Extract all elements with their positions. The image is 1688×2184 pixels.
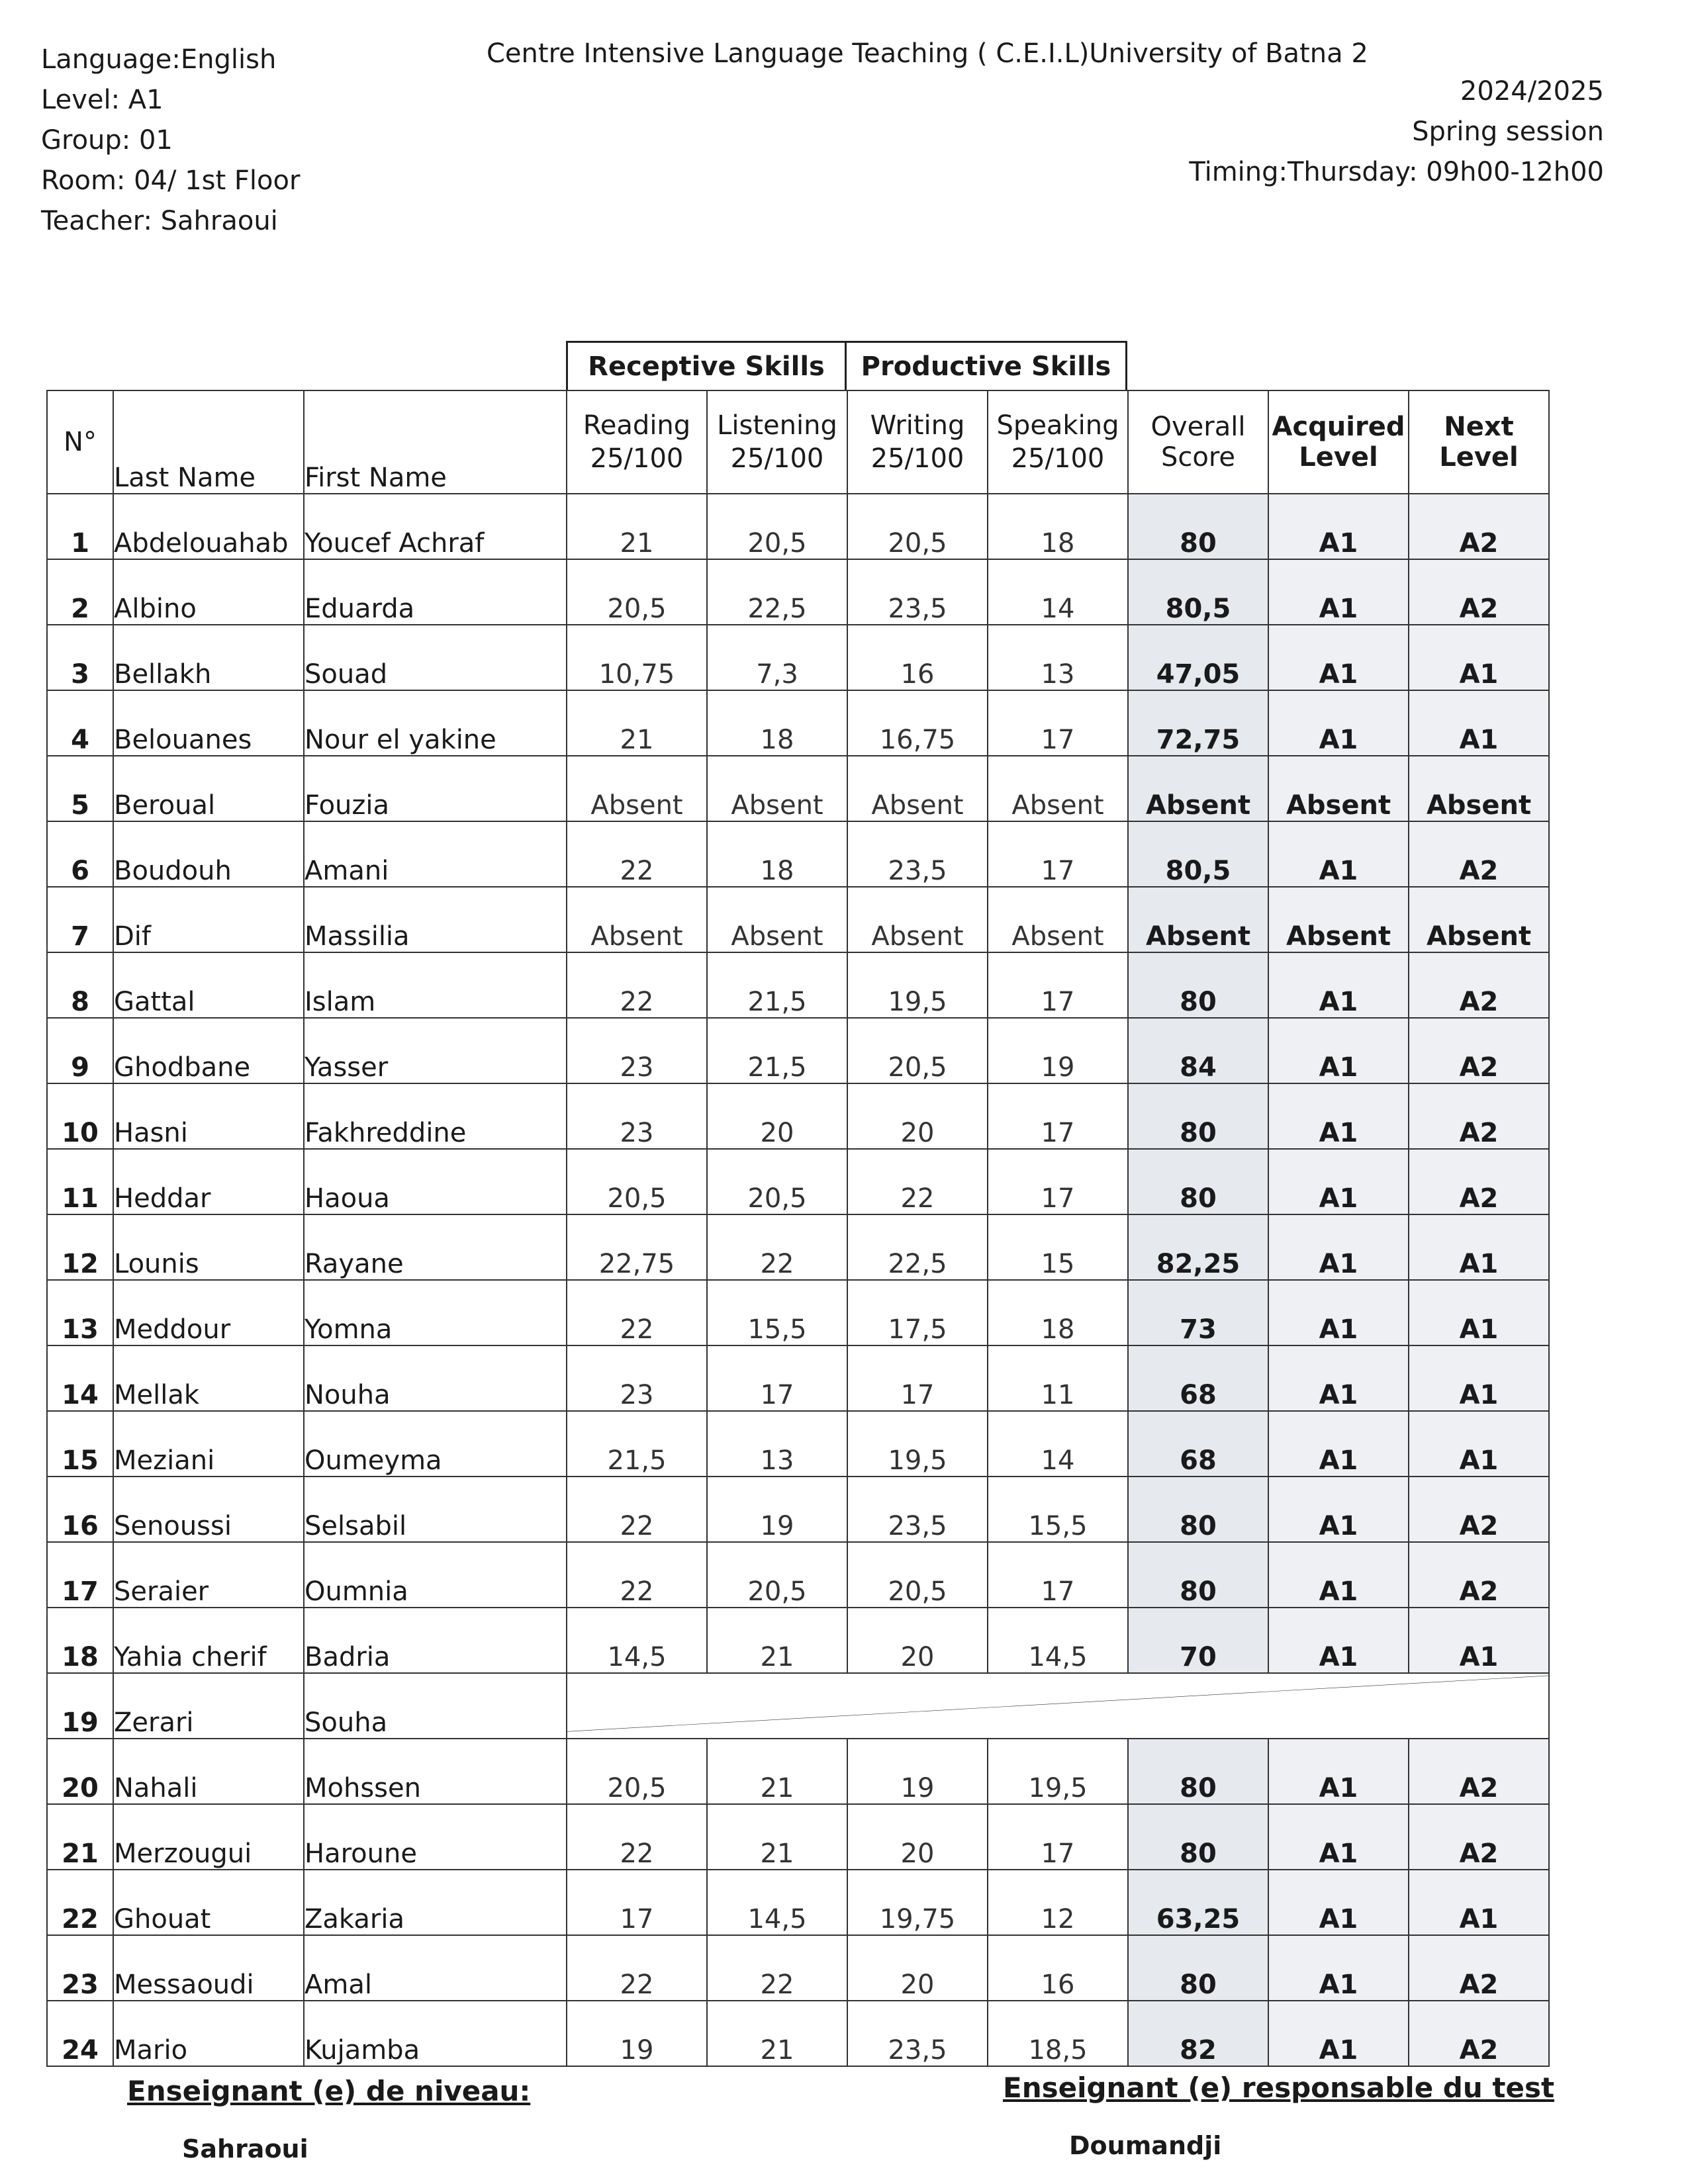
- row-number: 24: [47, 2001, 113, 2066]
- speaking-score-cell: 17: [988, 1083, 1128, 1149]
- room-label: Room: 04/ 1st Floor: [41, 165, 301, 196]
- table-row: [47, 952, 1549, 1018]
- speaking-score-cell: 16: [988, 1935, 1128, 2001]
- last-name-cell: Albino: [113, 559, 304, 625]
- row-number: 23: [47, 1935, 113, 2001]
- overall-score-cell: 80: [1128, 1935, 1268, 2001]
- overall-score-cell: 80: [1128, 1149, 1268, 1214]
- first-name-cell: Amani: [304, 821, 567, 887]
- writing-score-cell: 19,75: [847, 1870, 988, 1935]
- writing-score-cell: 20: [847, 1608, 988, 1673]
- writing-score-cell: 20,5: [847, 1542, 988, 1608]
- last-name-cell: Mario: [113, 2001, 304, 2066]
- reading-score-cell: 22: [567, 1935, 707, 2001]
- row-number: 20: [47, 1739, 113, 1804]
- writing-score-cell: 20: [847, 1804, 988, 1870]
- overall-score-cell: 84: [1128, 1018, 1268, 1083]
- table-row: [47, 887, 1549, 952]
- writing-score-cell: 23,5: [847, 821, 988, 887]
- speaking-score-cell: 14: [988, 559, 1128, 625]
- table-row: [47, 1083, 1549, 1149]
- listening-score-cell: 20,5: [707, 494, 847, 559]
- acquired-level-cell: A1: [1268, 821, 1409, 887]
- first-name-cell: Souha: [304, 1673, 567, 1739]
- reading-score-cell: Absent: [567, 887, 707, 952]
- writing-score-cell: 17,5: [847, 1280, 988, 1345]
- row-number: 1: [47, 494, 113, 559]
- last-name-cell: Heddar: [113, 1149, 304, 1214]
- next-level-cell: A1: [1409, 625, 1549, 690]
- speaking-score-cell: 15,5: [988, 1477, 1128, 1542]
- speaking-score-cell: 17: [988, 1542, 1128, 1608]
- reading-score-cell: Absent: [567, 756, 707, 821]
- last-name-cell: Yahia cherif: [113, 1608, 304, 1673]
- table-row: [47, 756, 1549, 821]
- next-level-cell: A1: [1409, 1411, 1549, 1477]
- next-level-cell: A1: [1409, 1870, 1549, 1935]
- overall-score-cell: 80: [1128, 1542, 1268, 1608]
- col-speaking: [988, 390, 1128, 494]
- listening-score-cell: 22: [707, 1214, 847, 1280]
- first-name-cell: Youcef Achraf: [304, 494, 567, 559]
- listening-score-cell: 14,5: [707, 1870, 847, 1935]
- overall-score-cell: 72,75: [1128, 690, 1268, 756]
- reading-score-cell: 23: [567, 1018, 707, 1083]
- row-number: 10: [47, 1083, 113, 1149]
- writing-score-cell: 16,75: [847, 690, 988, 756]
- row-number: 12: [47, 1214, 113, 1280]
- acquired-level-cell: A1: [1268, 1804, 1409, 1870]
- last-name-cell: Dif: [113, 887, 304, 952]
- writing-score-cell: 23,5: [847, 559, 988, 625]
- row-number: 6: [47, 821, 113, 887]
- speaking-score-cell: 12: [988, 1870, 1128, 1935]
- first-name-cell: Mohssen: [304, 1739, 567, 1804]
- acquired-level-cell: A1: [1268, 1083, 1409, 1149]
- test-teacher-label: Enseignant (e) responsable du test: [1003, 2071, 1555, 2104]
- col-next-level: Next Level: [1409, 390, 1549, 494]
- listening-score-cell: 21,5: [707, 1018, 847, 1083]
- row-number: 11: [47, 1149, 113, 1214]
- speaking-score-cell: 17: [988, 952, 1128, 1018]
- last-name-cell: Beroual: [113, 756, 304, 821]
- overall-score-cell: 68: [1128, 1411, 1268, 1477]
- reading-score-cell: 14,5: [567, 1608, 707, 1673]
- row-number: 21: [47, 1804, 113, 1870]
- overall-score-cell: 47,05: [1128, 625, 1268, 690]
- speaking-score-cell: 15: [988, 1214, 1128, 1280]
- reading-score-cell: 21,5: [567, 1411, 707, 1477]
- reading-score-cell: 23: [567, 1083, 707, 1149]
- row-number: 19: [47, 1673, 113, 1739]
- speaking-score-cell: Absent: [988, 756, 1128, 821]
- next-level-cell: A2: [1409, 821, 1549, 887]
- writing-score-cell: 19: [847, 1739, 988, 1804]
- acquired-level-cell: A1: [1268, 1214, 1409, 1280]
- row-number: 9: [47, 1018, 113, 1083]
- table-row: [47, 1149, 1549, 1214]
- col-acquired-title: Acquired: [1272, 412, 1405, 442]
- results-table: [46, 390, 1550, 2067]
- session-name: Spring session: [1412, 116, 1604, 147]
- last-name-cell: Boudouh: [113, 821, 304, 887]
- reading-score-cell: 22: [567, 1542, 707, 1608]
- speaking-score-cell: 18: [988, 1280, 1128, 1345]
- row-number: 4: [47, 690, 113, 756]
- first-name-cell: Oumeyma: [304, 1411, 567, 1477]
- reading-score-cell: 21: [567, 494, 707, 559]
- next-level-cell: A2: [1409, 952, 1549, 1018]
- overall-score-cell: 80: [1128, 494, 1268, 559]
- receptive-skills-header: Receptive Skills: [566, 341, 847, 390]
- row-number: 8: [47, 952, 113, 1018]
- first-name-cell: Souad: [304, 625, 567, 690]
- acquired-level-cell: A1: [1268, 1345, 1409, 1411]
- struck-through-scores: [567, 1673, 1549, 1739]
- col-listening-max: 25/100: [730, 443, 824, 474]
- table-row: [47, 1280, 1549, 1345]
- row-number: 18: [47, 1608, 113, 1673]
- col-overall-score: Overall Score: [1128, 390, 1268, 494]
- next-level-cell: A1: [1409, 1280, 1549, 1345]
- last-name-cell: Abdelouahab: [113, 494, 304, 559]
- header-class-info: [41, 40, 300, 242]
- writing-score-cell: 22: [847, 1149, 988, 1214]
- next-level-cell: Absent: [1409, 756, 1549, 821]
- table-row: [47, 1935, 1549, 2001]
- acquired-level-cell: A1: [1268, 690, 1409, 756]
- writing-score-cell: 20,5: [847, 494, 988, 559]
- col-listening-title: Listening: [717, 410, 837, 441]
- listening-score-cell: 21: [707, 1804, 847, 1870]
- first-name-cell: Fakhreddine: [304, 1083, 567, 1149]
- col-writing: [847, 390, 988, 494]
- table-row: [47, 1477, 1549, 1542]
- acquired-level-cell: A1: [1268, 1149, 1409, 1214]
- next-level-cell: A1: [1409, 1214, 1549, 1280]
- col-reading-title: Reading: [583, 410, 691, 441]
- reading-score-cell: 10,75: [567, 625, 707, 690]
- last-name-cell: Ghouat: [113, 1870, 304, 1935]
- academic-year: 2024/2025: [1460, 76, 1604, 107]
- row-number: 3: [47, 625, 113, 690]
- last-name-cell: Merzougui: [113, 1804, 304, 1870]
- first-name-cell: Nour el yakine: [304, 690, 567, 756]
- next-level-cell: A2: [1409, 1477, 1549, 1542]
- first-name-cell: Haroune: [304, 1804, 567, 1870]
- overall-score-cell: 82: [1128, 2001, 1268, 2066]
- reading-score-cell: 22: [567, 1804, 707, 1870]
- next-level-cell: A2: [1409, 1149, 1549, 1214]
- last-name-cell: Bellakh: [113, 625, 304, 690]
- group-label: Group: 01: [41, 125, 173, 156]
- table-row: [47, 1345, 1549, 1411]
- overall-score-cell: 63,25: [1128, 1870, 1268, 1935]
- overall-score-cell: Absent: [1128, 756, 1268, 821]
- last-name-cell: Messaoudi: [113, 1935, 304, 2001]
- writing-score-cell: 19,5: [847, 1411, 988, 1477]
- acquired-level-cell: A1: [1268, 559, 1409, 625]
- next-level-cell: A2: [1409, 494, 1549, 559]
- listening-score-cell: 20,5: [707, 1149, 847, 1214]
- acquired-level-cell: A1: [1268, 1411, 1409, 1477]
- speaking-score-cell: Absent: [988, 887, 1128, 952]
- writing-score-cell: 23,5: [847, 1477, 988, 1542]
- overall-score-cell: 68: [1128, 1345, 1268, 1411]
- table-row: [47, 1804, 1549, 1870]
- listening-score-cell: 20,5: [707, 1542, 847, 1608]
- row-number: 17: [47, 1542, 113, 1608]
- acquired-level-cell: A1: [1268, 1870, 1409, 1935]
- writing-score-cell: 20: [847, 1083, 988, 1149]
- acquired-level-cell: A1: [1268, 952, 1409, 1018]
- speaking-score-cell: 14: [988, 1411, 1128, 1477]
- speaking-score-cell: 17: [988, 690, 1128, 756]
- table-row: [47, 625, 1549, 690]
- row-number: 16: [47, 1477, 113, 1542]
- last-name-cell: Seraier: [113, 1542, 304, 1608]
- last-name-cell: Meziani: [113, 1411, 304, 1477]
- last-name-cell: Lounis: [113, 1214, 304, 1280]
- first-name-cell: Zakaria: [304, 1870, 567, 1935]
- last-name-cell: Belouanes: [113, 690, 304, 756]
- writing-score-cell: 19,5: [847, 952, 988, 1018]
- first-name-cell: Massilia: [304, 887, 567, 952]
- level-teacher-name: Sahraoui: [182, 2134, 308, 2163]
- acquired-level-cell: A1: [1268, 1280, 1409, 1345]
- acquired-level-cell: A1: [1268, 1018, 1409, 1083]
- col-acquired-level: [1268, 390, 1409, 494]
- first-name-cell: Nouha: [304, 1345, 567, 1411]
- speaking-score-cell: 14,5: [988, 1608, 1128, 1673]
- col-last-name: Last Name: [113, 390, 304, 494]
- speaking-score-cell: 19,5: [988, 1739, 1128, 1804]
- productive-skills-header: Productive Skills: [847, 341, 1127, 390]
- listening-score-cell: 20: [707, 1083, 847, 1149]
- last-name-cell: Zerari: [113, 1673, 304, 1739]
- row-number: 15: [47, 1411, 113, 1477]
- speaking-score-cell: 18,5: [988, 2001, 1128, 2066]
- overall-score-cell: 80: [1128, 1804, 1268, 1870]
- next-level-cell: A1: [1409, 1608, 1549, 1673]
- level-teacher-label: Enseignant (e) de niveau:: [127, 2075, 531, 2107]
- teacher-label: Teacher: Sahraoui: [41, 206, 278, 236]
- first-name-cell: Eduarda: [304, 559, 567, 625]
- listening-score-cell: 21,5: [707, 952, 847, 1018]
- acquired-level-cell: A1: [1268, 1608, 1409, 1673]
- reading-score-cell: 19: [567, 2001, 707, 2066]
- row-number: 5: [47, 756, 113, 821]
- listening-score-cell: 19: [707, 1477, 847, 1542]
- next-level-cell: A2: [1409, 1083, 1549, 1149]
- header-session-info: [1189, 71, 1604, 193]
- table-row: [47, 2001, 1549, 2066]
- test-teacher-name: Doumandji: [1069, 2131, 1222, 2160]
- timing-label: Timing:Thursday: 09h00-12h00: [1189, 157, 1604, 187]
- last-name-cell: Ghodbane: [113, 1018, 304, 1083]
- first-name-cell: Haoua: [304, 1149, 567, 1214]
- first-name-cell: Islam: [304, 952, 567, 1018]
- next-level-cell: A1: [1409, 690, 1549, 756]
- writing-score-cell: 22,5: [847, 1214, 988, 1280]
- overall-score-cell: 70: [1128, 1608, 1268, 1673]
- col-listening: [707, 390, 847, 494]
- acquired-level-cell: A1: [1268, 2001, 1409, 2066]
- writing-score-cell: Absent: [847, 756, 988, 821]
- first-name-cell: Kujamba: [304, 2001, 567, 2066]
- overall-score-cell: Absent: [1128, 887, 1268, 952]
- col-acquired-sub: Level: [1299, 442, 1378, 473]
- speaking-score-cell: 13: [988, 625, 1128, 690]
- acquired-level-cell: Absent: [1268, 756, 1409, 821]
- col-speaking-max: 25/100: [1011, 443, 1105, 474]
- reading-score-cell: 20,5: [567, 1739, 707, 1804]
- level-label: Level: A1: [41, 85, 164, 115]
- next-level-cell: Absent: [1409, 887, 1549, 952]
- listening-score-cell: 22: [707, 1935, 847, 2001]
- reading-score-cell: 22: [567, 821, 707, 887]
- first-name-cell: Yomna: [304, 1280, 567, 1345]
- acquired-level-cell: A1: [1268, 1739, 1409, 1804]
- table-row: [47, 1673, 1549, 1739]
- speaking-score-cell: 17: [988, 821, 1128, 887]
- first-name-cell: Badria: [304, 1608, 567, 1673]
- table-row: [47, 1870, 1549, 1935]
- reading-score-cell: 20,5: [567, 1149, 707, 1214]
- listening-score-cell: 21: [707, 1739, 847, 1804]
- strike-line: [567, 1674, 1548, 1738]
- overall-score-cell: 80: [1128, 952, 1268, 1018]
- first-name-cell: Yasser: [304, 1018, 567, 1083]
- listening-score-cell: Absent: [707, 756, 847, 821]
- table-row: [47, 1542, 1549, 1608]
- overall-score-cell: 80: [1128, 1739, 1268, 1804]
- overall-score-cell: 82,25: [1128, 1214, 1268, 1280]
- table-row: [47, 1018, 1549, 1083]
- acquired-level-cell: A1: [1268, 1935, 1409, 2001]
- acquired-level-cell: A1: [1268, 1477, 1409, 1542]
- reading-score-cell: 22: [567, 1280, 707, 1345]
- row-number: 14: [47, 1345, 113, 1411]
- listening-score-cell: 15,5: [707, 1280, 847, 1345]
- reading-score-cell: 22: [567, 1477, 707, 1542]
- institution-title: Centre Intensive Language Teaching ( C.E.I.L)University of Batna 2: [487, 38, 1368, 69]
- overall-score-cell: 80: [1128, 1477, 1268, 1542]
- next-level-cell: A2: [1409, 1542, 1549, 1608]
- col-speaking-title: Speaking: [996, 410, 1119, 441]
- col-writing-title: Writing: [870, 410, 965, 441]
- col-reading-max: 25/100: [590, 443, 684, 474]
- writing-score-cell: Absent: [847, 887, 988, 952]
- acquired-level-cell: A1: [1268, 625, 1409, 690]
- next-level-cell: A1: [1409, 1345, 1549, 1411]
- overall-score-cell: 80,5: [1128, 559, 1268, 625]
- writing-score-cell: 23,5: [847, 2001, 988, 2066]
- reading-score-cell: 20,5: [567, 559, 707, 625]
- reading-score-cell: 22,75: [567, 1214, 707, 1280]
- row-number: 7: [47, 887, 113, 952]
- last-name-cell: Gattal: [113, 952, 304, 1018]
- table-header-row: [47, 390, 1549, 494]
- last-name-cell: Nahali: [113, 1739, 304, 1804]
- table-row: [47, 559, 1549, 625]
- first-name-cell: Oumnia: [304, 1542, 567, 1608]
- row-number: 22: [47, 1870, 113, 1935]
- first-name-cell: Selsabil: [304, 1477, 567, 1542]
- reading-score-cell: 17: [567, 1870, 707, 1935]
- acquired-level-cell: Absent: [1268, 887, 1409, 952]
- writing-score-cell: 20,5: [847, 1018, 988, 1083]
- table-row: [47, 494, 1549, 559]
- speaking-score-cell: 17: [988, 1804, 1128, 1870]
- next-level-cell: A2: [1409, 1804, 1549, 1870]
- listening-score-cell: Absent: [707, 887, 847, 952]
- last-name-cell: Meddour: [113, 1280, 304, 1345]
- skill-group-headers: [566, 341, 1127, 390]
- listening-score-cell: 22,5: [707, 559, 847, 625]
- next-level-cell: A2: [1409, 559, 1549, 625]
- row-number: 13: [47, 1280, 113, 1345]
- col-writing-max: 25/100: [870, 443, 964, 474]
- writing-score-cell: 20: [847, 1935, 988, 2001]
- speaking-score-cell: 11: [988, 1345, 1128, 1411]
- table-row: [47, 821, 1549, 887]
- listening-score-cell: 17: [707, 1345, 847, 1411]
- table-row: [47, 690, 1549, 756]
- first-name-cell: Fouzia: [304, 756, 567, 821]
- speaking-score-cell: 19: [988, 1018, 1128, 1083]
- listening-score-cell: 13: [707, 1411, 847, 1477]
- writing-score-cell: 17: [847, 1345, 988, 1411]
- reading-score-cell: 22: [567, 952, 707, 1018]
- col-reading: [567, 390, 707, 494]
- first-name-cell: Amal: [304, 1935, 567, 2001]
- overall-score-cell: 80: [1128, 1083, 1268, 1149]
- next-level-cell: A2: [1409, 1739, 1549, 1804]
- overall-score-cell: 73: [1128, 1280, 1268, 1345]
- next-level-cell: A2: [1409, 1935, 1549, 2001]
- row-number: 2: [47, 559, 113, 625]
- first-name-cell: Rayane: [304, 1214, 567, 1280]
- listening-score-cell: 21: [707, 2001, 847, 2066]
- acquired-level-cell: A1: [1268, 494, 1409, 559]
- writing-score-cell: 16: [847, 625, 988, 690]
- speaking-score-cell: 18: [988, 494, 1128, 559]
- listening-score-cell: 21: [707, 1608, 847, 1673]
- last-name-cell: Senoussi: [113, 1477, 304, 1542]
- last-name-cell: Hasni: [113, 1083, 304, 1149]
- table-row: [47, 1608, 1549, 1673]
- speaking-score-cell: 17: [988, 1149, 1128, 1214]
- reading-score-cell: 21: [567, 690, 707, 756]
- table-row: [47, 1739, 1549, 1804]
- next-level-cell: A2: [1409, 1018, 1549, 1083]
- listening-score-cell: 7,3: [707, 625, 847, 690]
- reading-score-cell: 23: [567, 1345, 707, 1411]
- acquired-level-cell: A1: [1268, 1542, 1409, 1608]
- table-row: [47, 1411, 1549, 1477]
- listening-score-cell: 18: [707, 821, 847, 887]
- overall-score-cell: 80,5: [1128, 821, 1268, 887]
- listening-score-cell: 18: [707, 690, 847, 756]
- next-level-cell: A2: [1409, 2001, 1549, 2066]
- language-label: Language:English: [41, 44, 277, 75]
- last-name-cell: Mellak: [113, 1345, 304, 1411]
- col-first-name: First Name: [304, 390, 567, 494]
- table-row: [47, 1214, 1549, 1280]
- col-number: N°: [47, 390, 113, 494]
